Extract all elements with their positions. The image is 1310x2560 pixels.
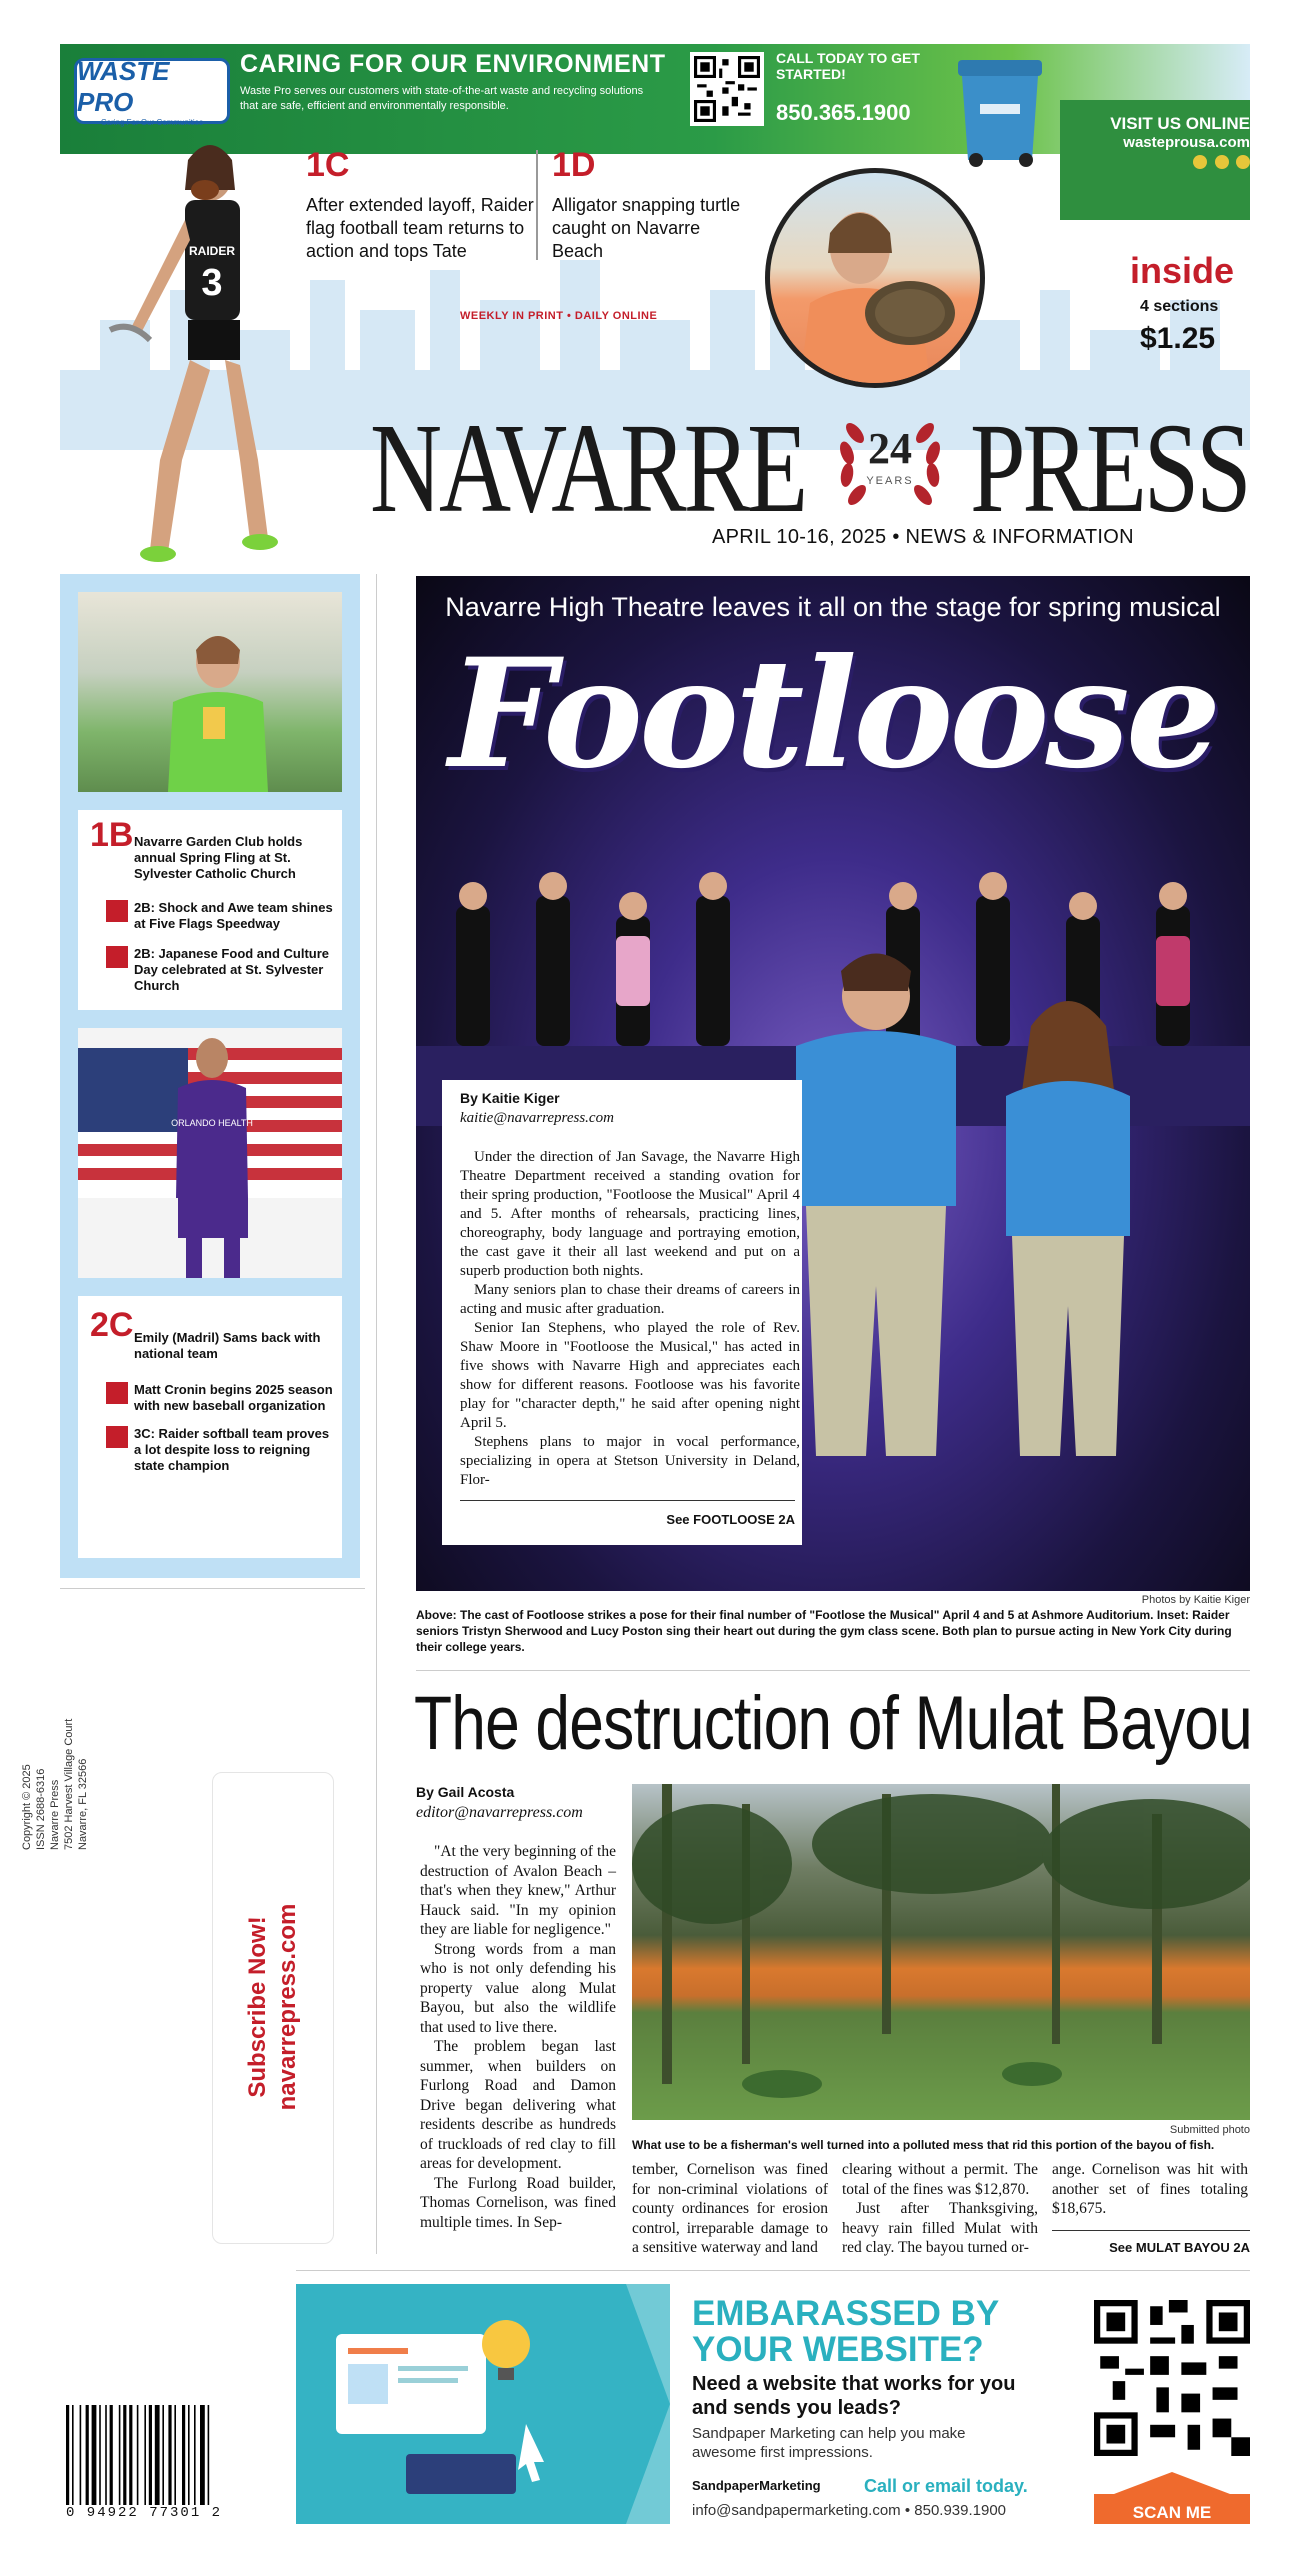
mulat-column-2 — [632, 2160, 828, 2258]
footloose-paragraph: Many seniors plan to chase their dreams of careers in acting and music after graduation. — [460, 1282, 800, 1317]
sidebar-teasers — [60, 574, 360, 1578]
banner-qr-code[interactable] — [690, 52, 764, 126]
waste-pro-logo-tagline: Caring For Our Communities — [100, 117, 204, 127]
footloose-paragraph: Under the direction of Jan Savage, the Navarre High Theatre Department received a standing ovation for their spring production, "Footloose the Musical" April 4 and 5. After months of rehearsals, practicing lines, choreography, body language and portraying emotion, the cast gave it their all last weekend and put on a superb production both nights. — [460, 1149, 800, 1279]
copyright-line-1: Copyright © 2025 — [21, 1764, 33, 1850]
subscribe-callout[interactable] — [212, 1772, 332, 2242]
visit-website[interactable]: wasteprousa.com — [1123, 134, 1250, 151]
mulat-paragraph: tember, Cornelison was fined for non-criminal violations of county ordinances for erosion control, irreparable damage to a sensitive waterway and land — [632, 2161, 828, 2256]
mulat-jump-link[interactable]: See MULAT BAYOU 2A — [1109, 2240, 1250, 2255]
anniversary-number: 24 — [868, 424, 912, 473]
masthead-navarre: NAVARRE — [370, 397, 805, 539]
facebook-icon[interactable] — [1193, 155, 1207, 169]
sections-count: 4 sections — [1140, 298, 1219, 315]
mulat-caption: What use to be a fisherman's well turned into a polluted mess that rid this portion of the bayou of fish. — [632, 2138, 1215, 2152]
cursor-icon — [518, 2424, 544, 2482]
bullet-square-icon — [106, 946, 128, 968]
inside-label: inside — [1130, 250, 1235, 291]
teaser-box-2c[interactable] — [78, 1296, 342, 1558]
mulat-email[interactable]: editor@navarrepress.com — [416, 1804, 583, 1821]
svg-text:3: 3 — [201, 262, 223, 304]
ad-body: Sandpaper Marketing can help you make awesome first impressions. — [692, 2425, 966, 2461]
flag-football-player-photo — [90, 130, 300, 570]
mulat-paragraph: The Furlong Road builder, Thomas Cornelison, was fined multiple times. In Sep- — [420, 2174, 616, 2231]
copyright-line-2: ISSN 2688-6316 — [35, 1768, 47, 1850]
mulat-byline: By Gail Acosta — [416, 1784, 515, 1800]
twitter-icon[interactable] — [1215, 155, 1229, 169]
footloose-rule — [460, 1500, 795, 1501]
instagram-icon[interactable] — [1236, 155, 1250, 169]
teaser-2c-item-1[interactable]: Matt Cronin begins 2025 season with new baseball organization — [134, 1382, 333, 1413]
teaser-1c-text[interactable]: After extended layoff, Raider flag football team returns to action and tops Tate — [306, 195, 534, 261]
teaser-1b-main[interactable]: Navarre Garden Club holds annual Spring Fling at St. Sylvester Catholic Church — [134, 834, 303, 881]
footloose-body — [460, 1148, 800, 1490]
ad-brand: SandpaperMarketing — [692, 2478, 821, 2493]
soccer-player-photo — [78, 1028, 342, 1278]
teaser-1b-code: 1B — [90, 816, 134, 854]
ad-headline[interactable]: EMBARASSED BY YOUR WEBSITE? — [692, 2294, 999, 2369]
footloose-jump-link[interactable]: See FOOTLOOSE 2A — [666, 1512, 795, 1527]
teaser-2c-code: 2C — [90, 1306, 134, 1344]
teaser-box-1b[interactable] — [78, 810, 342, 1010]
teaser-1c-code[interactable]: 1C — [306, 146, 350, 184]
turtle-inset-photo — [765, 168, 985, 388]
story-divider — [416, 1670, 1250, 1671]
footloose-paragraph: Senior Ian Stephens, who played the role of Rev. Shaw Moore in "Footloose the Musical," has acted in five shows with Navarre High and appreciates each show for different reasons. Footloose was his favorite play for "character depth," he said after opening night April 5. — [460, 1320, 800, 1431]
copyright-line-5: Navarre, FL 32566 — [77, 1758, 89, 1850]
scan-me-text: SCAN ME — [1132, 2503, 1212, 2522]
banner-subtitle: Waste Pro serves our customers with state-of-the-art waste and recycling solutions that are safe, efficient and environmentally responsible. — [240, 85, 644, 112]
mulat-headline[interactable]: The destruction of Mulat Bayou — [414, 1681, 1252, 1766]
mulat-paragraph: Strong words from a man who is not only defending his property value along Mulat Bayou, but also the wildlife that used to live there. — [420, 1940, 616, 2036]
anniversary-label: YEARS — [866, 475, 914, 487]
masthead-press: PRESS — [970, 397, 1249, 539]
barcode — [66, 2405, 236, 2515]
waste-pro-logo-text: WASTE PRO — [77, 55, 170, 117]
subscribe-website[interactable]: navarrepress.com — [274, 1903, 301, 2111]
teaser-1d-code[interactable]: 1D — [552, 146, 596, 184]
social-icons — [1035, 155, 1250, 174]
ad-cta[interactable]: Call or email today. — [864, 2476, 1028, 2496]
footloose-photo-credit: Photos by Kaitie Kiger — [1141, 1594, 1250, 1606]
ad-qr-code[interactable] — [1094, 2300, 1250, 2456]
garden-club-photo — [78, 592, 342, 792]
barcode-digits: 0 94922 77301 2 — [66, 2505, 223, 2521]
copyright-line-4: 7502 Harvest Village Court — [63, 1718, 75, 1850]
copyright-block — [10, 1660, 150, 1880]
footloose-byline: By Kaitie Kiger — [460, 1090, 560, 1106]
scan-me-badge[interactable] — [1094, 2472, 1250, 2524]
weekly-print-tagline: WEEKLY IN PRINT • DAILY ONLINE — [460, 310, 658, 322]
cover-price: $1.25 — [1140, 322, 1216, 355]
banner-title: CARING FOR OUR ENVIRONMENT — [240, 50, 666, 78]
visit-label: VISIT US ONLINE — [1110, 114, 1250, 133]
teaser-divider — [536, 150, 538, 260]
bullet-square-icon — [106, 1382, 128, 1404]
mulat-paragraph: ange. Cornelison was hit with another set of fines totaling $18,675. — [1052, 2161, 1248, 2217]
mulat-paragraph: "At the very beginning of the destruction of Avalon Beach – that's when they knew," Arthur Hauck said. "In my opinion they are liable for negligence." — [420, 1843, 616, 1938]
teaser-1d-text[interactable]: Alligator snapping turtle caught on Navarre Beach — [552, 195, 741, 261]
mulat-paragraph: Just after Thanksgiving, heavy rain filled Mulat with red clay. The bayou turned or- — [842, 2200, 1038, 2256]
banner-phone[interactable]: 850.365.1900 — [776, 100, 911, 125]
mulat-paragraph: The problem began last summer, when builders on Furlong Road and Damon Drive began delivering what residents describe as hundreds of truckloads of red clay to fill areas for development. — [420, 2038, 616, 2172]
footloose-email[interactable]: kaitie@navarrepress.com — [460, 1110, 614, 1126]
column-divider — [376, 574, 377, 2254]
teaser-1b-item-2[interactable]: 2B: Japanese Food and Culture Day celebrated at St. Sylvester Church — [134, 946, 330, 993]
ad-contact[interactable]: info@sandpapermarketing.com • 850.939.1900 — [692, 2502, 1007, 2519]
svg-text:RAIDER: RAIDER — [188, 244, 236, 258]
mulat-column-4 — [1052, 2160, 1248, 2219]
mulat-column-3 — [842, 2160, 1038, 2258]
copyright-line-3: Navarre Press — [49, 1779, 61, 1850]
teaser-1b-item-1[interactable]: 2B: Shock and Awe team shines at Five Flags Speedway — [134, 900, 333, 931]
teaser-2c-main[interactable]: Emily (Madril) Sams back with national team — [134, 1330, 321, 1361]
footloose-caption: Above: The cast of Footloose strikes a pose for their final number of "Footlose the Musical" April 4 and 5 at Ashmore Auditorium. Inset: Raider seniors Tristyn Sherwood and Lucy Poston sing their heart out during the gym class scene. Both plan to pursue acting in New York City during their college years. — [416, 1608, 1232, 1654]
bullet-square-icon — [106, 1426, 128, 1448]
teaser-2c-item-2[interactable]: 3C: Raider softball team proves a lot despite loss to reigning state champion — [134, 1426, 330, 1473]
mulat-column-1 — [420, 1842, 616, 2232]
footloose-paragraph: Stephens plans to major in vocal performance, specializing in opera at Stetson University in Deland, Flor- — [460, 1434, 800, 1488]
ad-illustration — [296, 2284, 670, 2524]
issue-dateline: APRIL 10-16, 2025 • NEWS & INFORMATION — [712, 526, 1134, 548]
mulat-photo-credit: Submitted photo — [1169, 2124, 1250, 2136]
footloose-title[interactable]: Footloose — [448, 626, 1218, 802]
ad-divider — [296, 2270, 1250, 2271]
sidebar-divider — [60, 1588, 365, 1589]
bullet-square-icon — [106, 900, 128, 922]
mulat-bayou-photo — [632, 1784, 1250, 2120]
mulat-paragraph: clearing without a permit. The total of the fines was $12,870. — [842, 2161, 1038, 2198]
footloose-article — [442, 1080, 802, 1545]
ad-subheadline: Need a website that works for you and sends you leads? — [692, 2373, 1016, 2419]
footloose-kicker: Navarre High Theatre leaves it all on the stage for spring musical — [445, 592, 1221, 622]
mulat-rule — [1052, 2230, 1250, 2231]
banner-visit-online[interactable] — [1035, 114, 1250, 174]
subscribe-now-text[interactable]: Subscribe Now! — [244, 1916, 271, 2098]
jersey-text: ORLANDO HEALTH — [171, 1118, 253, 1128]
waste-pro-logo — [74, 55, 230, 127]
banner-call-text: CALL TODAY TO GET STARTED! — [776, 50, 920, 82]
